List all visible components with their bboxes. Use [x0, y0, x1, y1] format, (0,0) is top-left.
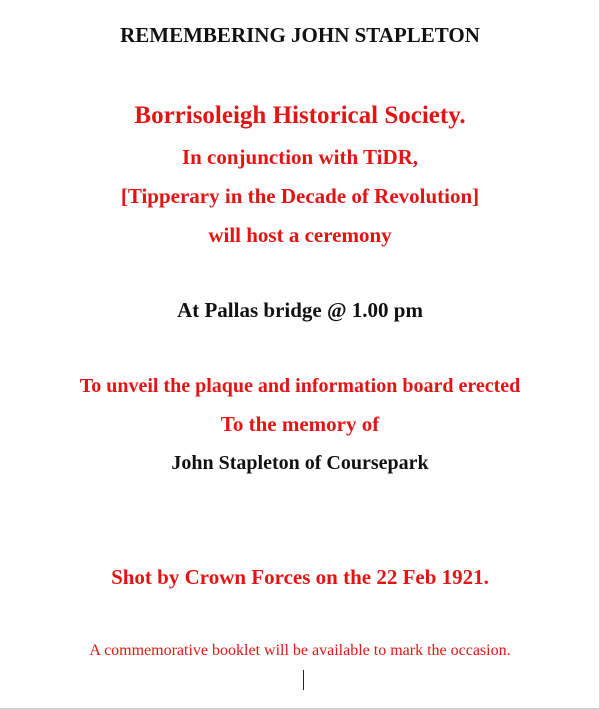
shot-line: Shot by Crown Forces on the 22 Feb 1921. [111, 565, 489, 589]
document-title: REMEMBERING JOHN STAPLETON [120, 23, 480, 47]
society-name: Borrisoleigh Historical Society. [134, 102, 466, 129]
time-place-line: At Pallas bridge @ 1.00 pm [177, 298, 423, 322]
unveil-line: To unveil the plaque and information board erected [79, 375, 521, 397]
host-line: will host a ceremony [208, 223, 392, 247]
honoree-name: John Stapleton of Coursepark [171, 452, 429, 474]
booklet-note: A commemorative booklet will be available to mark the occasion. [89, 642, 511, 659]
tidr-full-name: [Tipperary in the Decade of Revolution] [120, 184, 480, 208]
memory-line: To the memory of [220, 412, 380, 436]
conjunction-line: In conjunction with TiDR, [181, 145, 419, 169]
text-cursor[interactable] [303, 670, 304, 690]
